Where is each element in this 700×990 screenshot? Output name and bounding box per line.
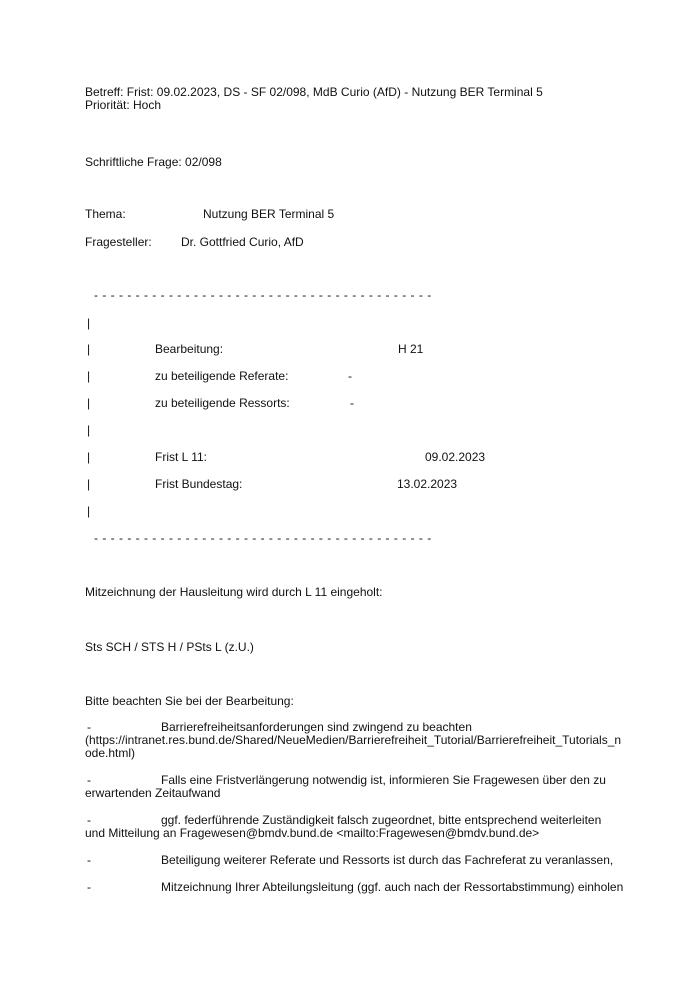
box-pipe: | — [87, 477, 91, 491]
priority-line: Priorität: Hoch — [85, 98, 162, 112]
bullet-dash: - — [87, 773, 91, 787]
question-title: Schriftliche Frage: 02/098 — [85, 155, 222, 169]
box-pipe: | — [87, 450, 91, 464]
box-top-border: - - - - - - - - - - - - - - - - - - - - - - - - - - - - - - - - - - - - - - - - - — [94, 288, 432, 302]
deadline-l11-value: 09.02.2023 — [425, 450, 486, 464]
box-pipe: | — [87, 423, 91, 437]
topic-label: Thema: — [85, 207, 126, 221]
note-item: ggf. federführende Zuständigkeit falsch zugeordnet, bitte entsprechend weiterleiten — [161, 813, 602, 827]
note-item-continuation: ode.html) — [85, 746, 136, 760]
bullet-dash: - — [87, 720, 91, 734]
ministries-value: - — [350, 396, 354, 410]
questioner-label: Fragesteller: — [85, 235, 152, 249]
bullet-dash: - — [87, 853, 91, 867]
processing-value: H 21 — [398, 342, 424, 356]
box-pipe: | — [87, 369, 91, 383]
box-bottom-border: - - - - - - - - - - - - - - - - - - - - - - - - - - - - - - - - - - - - - - - - - — [94, 531, 432, 545]
note-item-continuation: und Mitteilung an Fragewesen@bmdv.bund.de <mailto:Fragewesen@bmdv.bund.de> — [85, 826, 540, 840]
note-item: Beteiligung weiterer Referate und Ressorts ist durch das Fachreferat zu veranlassen, — [161, 853, 614, 867]
ministries-label: zu beteiligende Ressorts: — [155, 396, 290, 410]
deadline-l11-label: Frist L 11: — [155, 450, 208, 464]
deadline-bundestag-label: Frist Bundestag: — [155, 477, 243, 491]
notes-intro: Bitte beachten Sie bei der Bearbeitung: — [85, 694, 294, 708]
processing-label: Bearbeitung: — [155, 342, 224, 356]
departments-label: zu beteiligende Referate: — [155, 369, 289, 383]
questioner-value: Dr. Gottfried Curio, AfD — [181, 235, 304, 249]
box-pipe: | — [87, 342, 91, 356]
bullet-dash: - — [87, 880, 91, 894]
note-item: Barrierefreiheitsanforderungen sind zwingend zu beachten — [161, 720, 472, 734]
subject-line: Betreff: Frist: 09.02.2023, DS - SF 02/098, MdB Curio (AfD) - Nutzung BER Terminal 5 — [85, 85, 543, 99]
box-pipe: | — [87, 316, 91, 330]
box-pipe: | — [87, 396, 91, 410]
bullet-dash: - — [87, 813, 91, 827]
note-item-continuation: erwartenden Zeitaufwand — [85, 786, 221, 800]
note-item: Falls eine Fristverlängerung notwendig ist, informieren Sie Fragewesen über den zu — [161, 773, 606, 787]
note-item-continuation: (https://intranet.res.bund.de/Shared/NeueMedien/Barrierefreiheit_Tutorial/Barrierefreiheit_Tutorials_n — [85, 733, 622, 747]
cosign-line: Mitzeichnung der Hausleitung wird durch L 11 eingeholt: — [85, 585, 383, 599]
topic-value: Nutzung BER Terminal 5 — [203, 207, 335, 221]
cosign-officials: Sts SCH / STS H / PSts L (z.U.) — [85, 640, 254, 654]
deadline-bundestag-value: 13.02.2023 — [397, 477, 458, 491]
note-item: Mitzeichnung Ihrer Abteilungsleitung (ggf. auch nach der Ressortabstimmung) einholen — [161, 880, 624, 894]
departments-value: - — [348, 369, 352, 383]
box-pipe: | — [87, 504, 91, 518]
